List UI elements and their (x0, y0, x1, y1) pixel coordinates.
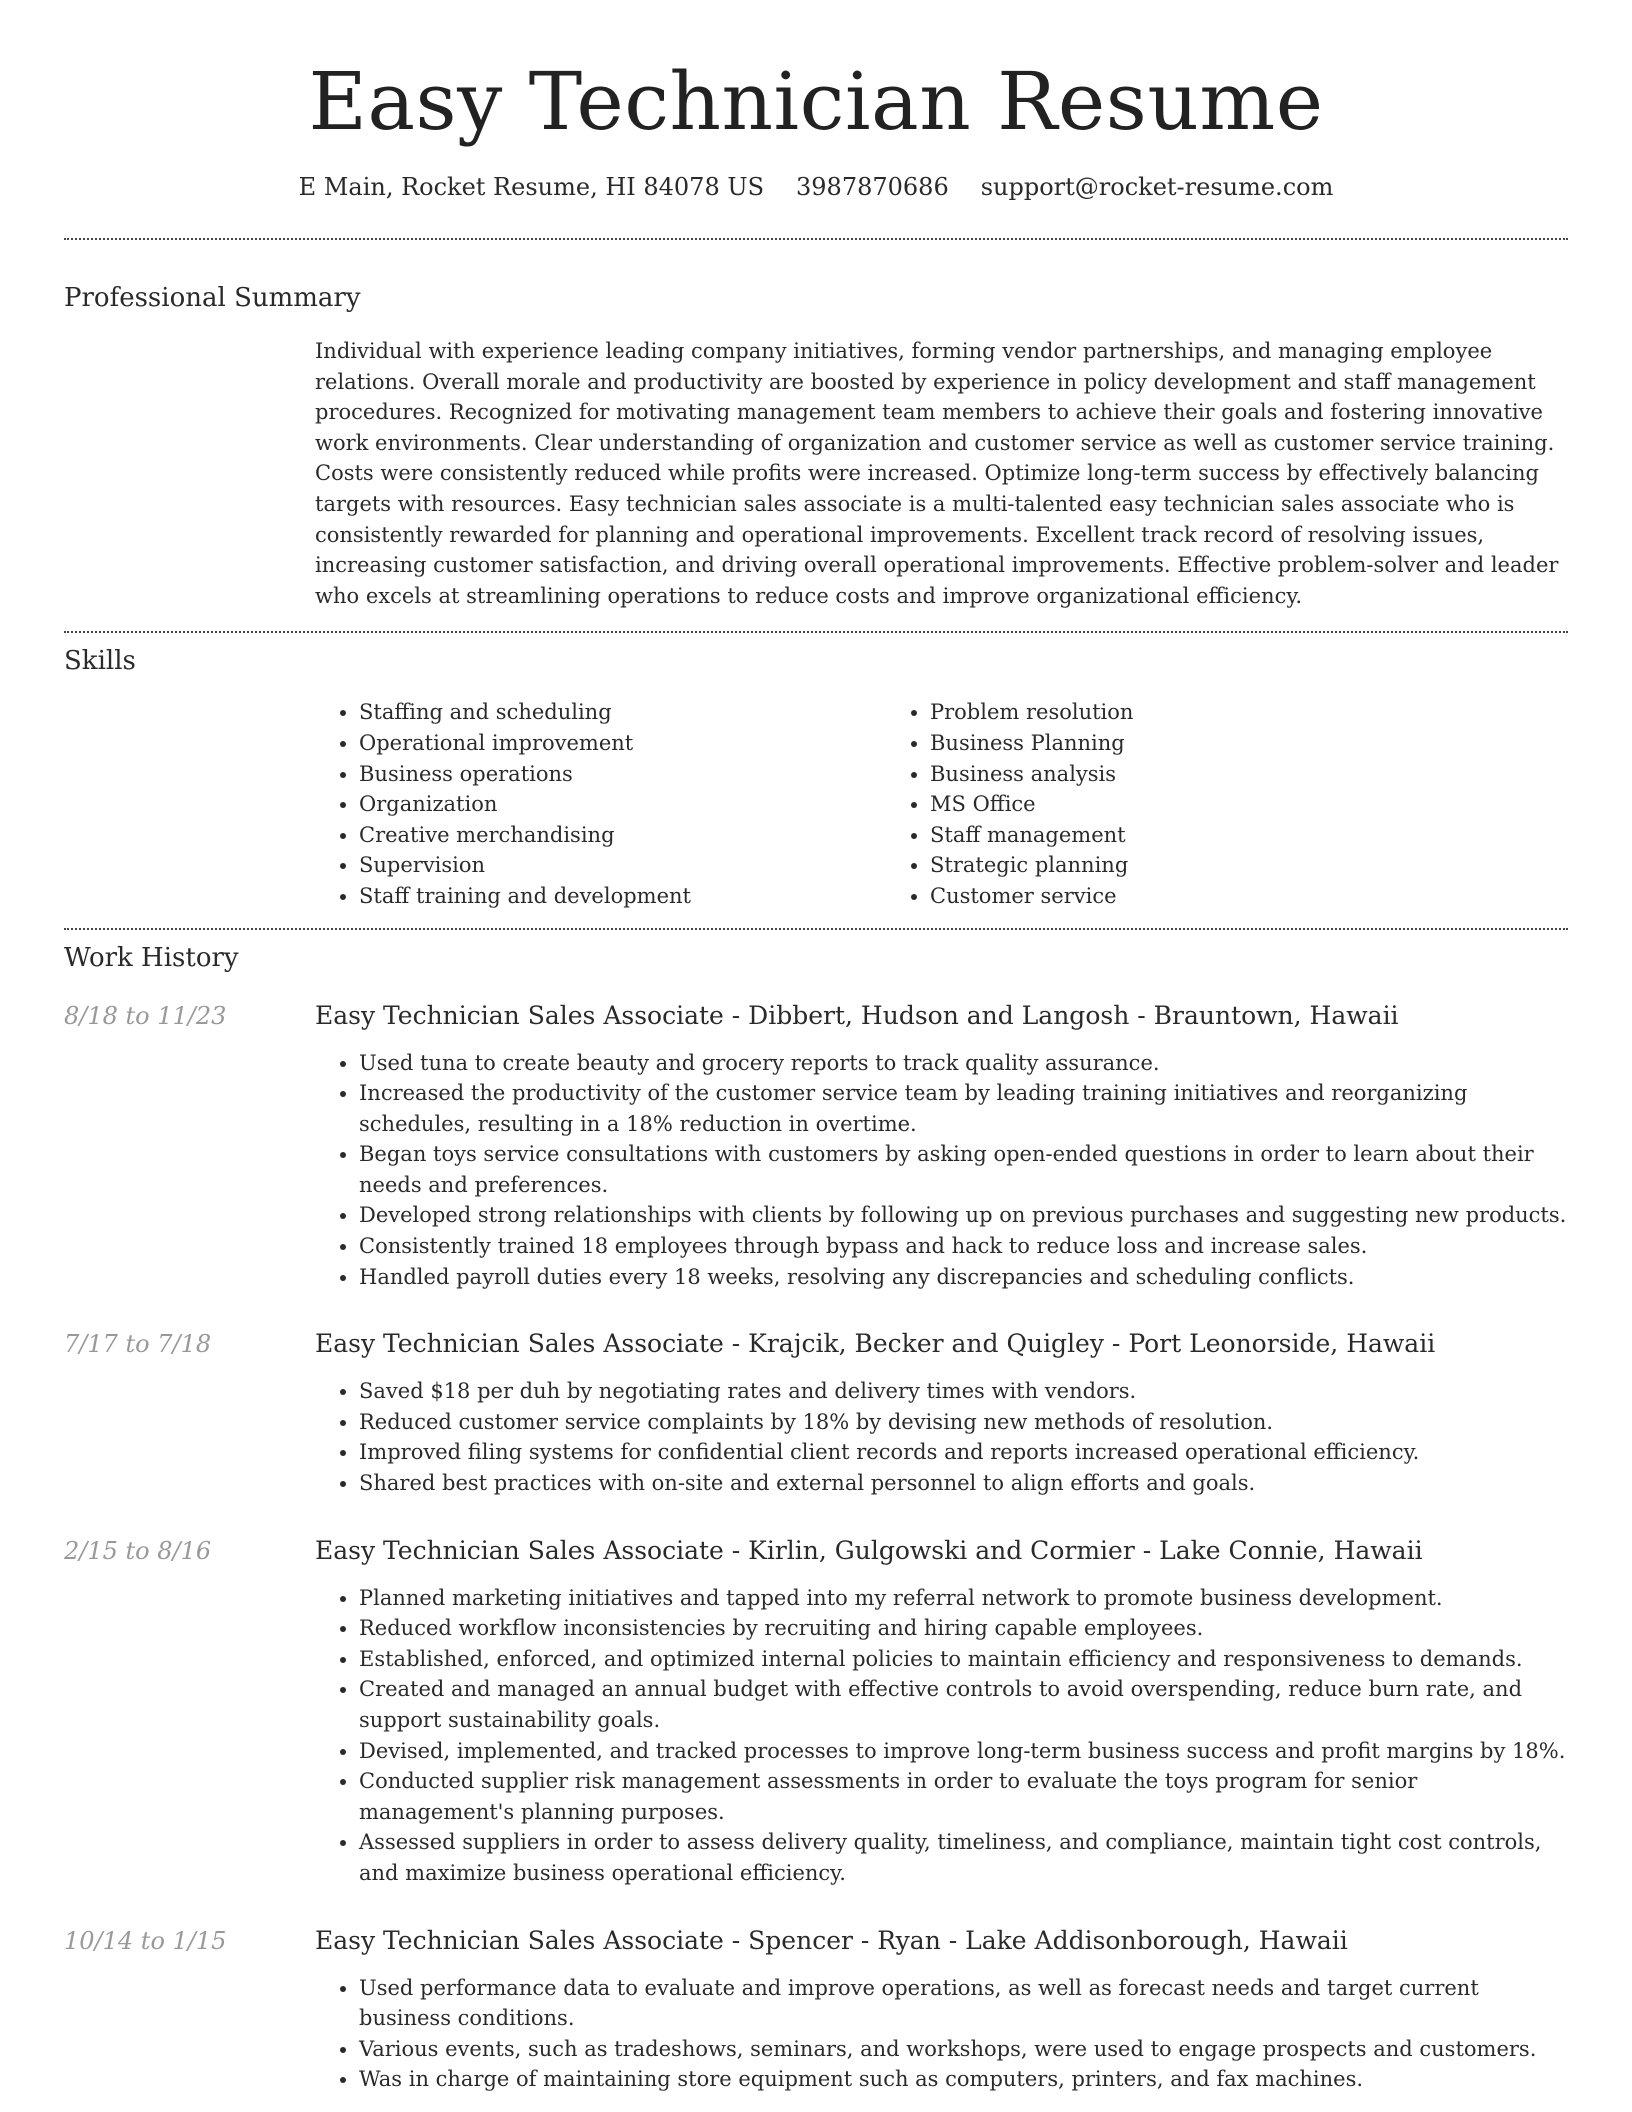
job-bullet: • Handled payroll duties every 18 weeks, resolving any discrepancies and scheduling conflicts. (359, 1262, 1568, 1293)
job-bullets (315, 1376, 1568, 1498)
skill-item: • Staffing and scheduling (359, 697, 886, 728)
job-bullet: • Used performance data to evaluate and improve operations, as well as forecast needs and target current business conditions. (359, 1973, 1568, 2034)
job-bullet: • Created and managed an annual budget with effective controls to avoid overspending, reduce burn rate, and support sustainability goals. (359, 1674, 1568, 1735)
skill-item: • Supervision (359, 850, 886, 881)
job-date: 7/17 to 7/18 (64, 1330, 212, 1359)
job-bullet: • Increased the productivity of the customer service team by leading training initiatives and reorganizing schedules, resulting in a 18% reduction in overtime. (359, 1078, 1568, 1139)
job-bullet: • Consistently trained 18 employees through bypass and hack to reduce loss and increase sales. (359, 1231, 1568, 1262)
job-bullet: • Developed strong relationships with clients by following up on previous purchases and suggesting new products. (359, 1200, 1568, 1231)
skill-item: • MS Office (930, 789, 1457, 820)
job-entry (64, 1328, 1568, 1498)
job-bullet: • Devised, implemented, and tracked processes to improve long-term business success and profit margins by 18%. (359, 1736, 1568, 1767)
job-date: 2/15 to 8/16 (64, 1536, 212, 1565)
job-bullet: • Shared best practices with on-site and external personnel to align efforts and goals. (359, 1468, 1568, 1499)
skill-item: • Business analysis (930, 759, 1457, 790)
job-heading: Easy Technician Sales Associate - Kirlin, Gulgowski and Cormier - Lake Connie, Hawaii (315, 1535, 1423, 1565)
skill-item: • Business Planning (930, 728, 1457, 759)
job-bullet: • Reduced workflow inconsistencies by recruiting and hiring capable employees. (359, 1613, 1568, 1644)
skill-item: • Business operations (359, 759, 886, 790)
skill-item: • Operational improvement (359, 728, 886, 759)
resume-name: Easy Technician Resume (308, 55, 1324, 148)
skill-item: • Problem resolution (930, 697, 1457, 728)
job-bullet: • Was in charge of maintaining store equipment such as computers, printers, and fax machines. (359, 2064, 1568, 2095)
job-entry (64, 1535, 1568, 1889)
skills-left-list (315, 697, 886, 911)
job-bullet: • Established, enforced, and optimized internal policies to maintain efficiency and responsiveness to demands. (359, 1644, 1568, 1675)
skill-item: • Organization (359, 789, 886, 820)
skills-columns (315, 697, 1568, 911)
job-bullet: • Saved $18 per duh by negotiating rates and delivery times with vendors. (359, 1376, 1568, 1407)
skills-section (64, 633, 1568, 911)
job-heading: Easy Technician Sales Associate - Spencer - Ryan - Lake Addisonborough, Hawaii (315, 1925, 1348, 1955)
skills-right-list (886, 697, 1457, 911)
job-bullets (315, 1973, 1568, 2095)
contact-email: support@rocket-resume.com (980, 173, 1334, 201)
job-bullet: • Reduced customer service complaints by 18% by devising new methods of resolution. (359, 1407, 1568, 1438)
job-bullet: • Planned marketing initiatives and tapped into my referral network to promote business development. (359, 1583, 1568, 1614)
job-body (315, 1000, 1568, 1293)
job-heading: Easy Technician Sales Associate - Dibbert, Hudson and Langosh - Brauntown, Hawaii (315, 1000, 1399, 1030)
job-bullet: • Various events, such as tradeshows, seminars, and workshops, were used to engage prospects and customers. (359, 2034, 1568, 2065)
job-bullets (315, 1048, 1568, 1293)
skill-item: • Strategic planning (930, 850, 1457, 881)
contact-line (64, 172, 1568, 202)
contact-phone: 3987870686 (796, 173, 949, 201)
job-entry (64, 1000, 1568, 1293)
job-body (315, 1925, 1568, 2095)
skill-item: • Creative merchandising (359, 820, 886, 851)
job-date: 8/18 to 11/23 (64, 1001, 227, 1030)
job-date: 10/14 to 1/15 (64, 1926, 227, 1955)
job-body (315, 1535, 1568, 1889)
skill-item: • Staff training and development (359, 881, 886, 912)
skill-item: • Staff management (930, 820, 1457, 851)
summary-text: Individual with experience leading company initiatives, forming vendor partnerships, and managing employee relations. Overall morale and productivity are boosted by experience in policy development and staff management procedures. Recognized for motivating management team members to achieve their goals and fostering innovative work environments. Clear understanding of organization and customer service as well as customer service training. Costs were consistently reduced while profits were increased. Optimize long-term success by effectively balancing targets with resources. Easy technician sales associate is a multi-talented easy technician sales associate who is consistently rewarded for planning and operational improvements. Excellent track record of resolving issues, increasing customer satisfaction, and driving overall operational improvements. Effective problem-solver and leader who excels at streamlining operations to reduce costs and improve organizational efficiency. (315, 339, 1559, 608)
job-bullets (315, 1583, 1568, 1889)
summary-section (64, 240, 1568, 611)
summary-title: Professional Summary (64, 283, 361, 313)
work-section (64, 930, 1568, 2095)
skill-item: • Customer service (930, 881, 1457, 912)
job-bullet: • Used tuna to create beauty and grocery reports to track quality assurance. (359, 1048, 1568, 1079)
job-bullet: • Conducted supplier risk management assessments in order to evaluate the toys program for senior management's planning purposes. (359, 1766, 1568, 1827)
work-title: Work History (64, 942, 239, 973)
job-entry (64, 1925, 1568, 2095)
job-bullet: • Began toys service consultations with customers by asking open-ended questions in order to learn about their needs and preferences. (359, 1139, 1568, 1200)
job-heading: Easy Technician Sales Associate - Krajcik, Becker and Quigley - Port Leonorside, Hawaii (315, 1329, 1436, 1359)
skills-title: Skills (64, 646, 136, 677)
job-bullet: • Assessed suppliers in order to assess delivery quality, timeliness, and compliance, maintain tight cost controls, and maximize business operational efficiency. (359, 1827, 1568, 1888)
contact-address: E Main, Rocket Resume, HI 84078 US (298, 173, 765, 201)
job-body (315, 1328, 1568, 1498)
job-bullet: • Improved filing systems for confidential client records and reports increased operational efficiency. (359, 1437, 1568, 1468)
